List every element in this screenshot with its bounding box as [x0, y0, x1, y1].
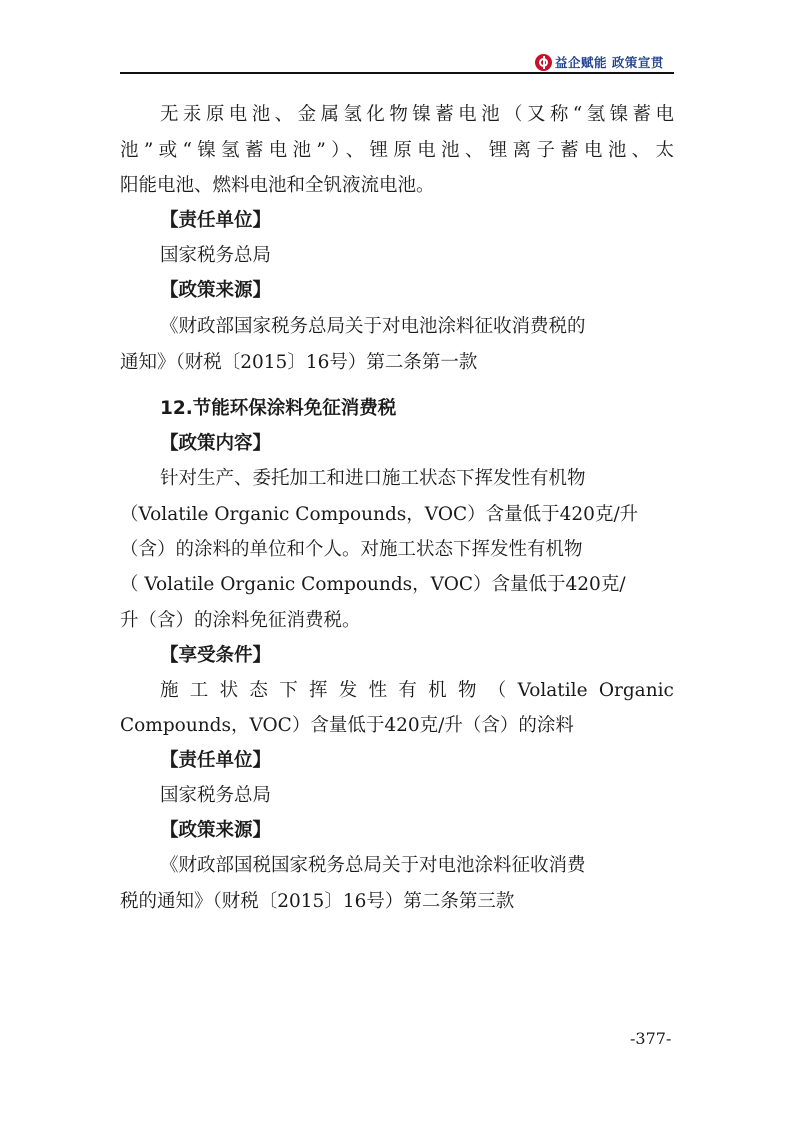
paragraph-line: 税的通知》（财税〔2015〕16号）第二条第三款 — [120, 891, 515, 912]
section-heading: 【政策来源】 — [160, 280, 272, 301]
paragraph-line: 国家税务总局 — [160, 245, 272, 266]
paragraph-line: 阳能电池、燃料电池和全钒液流电池。 — [120, 175, 435, 196]
paragraph-line: （Volatile Organic Compounds，VOC）含量低于420克/升 — [120, 504, 639, 525]
word: Volatile — [517, 680, 588, 701]
paragraph-line: 通知》（财税〔2015〕16号）第二条第一款 — [120, 352, 478, 373]
word: 下 — [279, 680, 298, 701]
section-heading: 【享受条件】 — [160, 645, 272, 666]
header-logo-text: 益企赋能 政策宣贯 — [555, 55, 664, 70]
section-heading: 【责任单位】 — [160, 750, 272, 771]
paragraph-line: 无汞原电池、金属氢化物镍蓄电池（又称“氢镍蓄电 — [160, 104, 679, 125]
paragraph-line: 升（含）的涂料免征消费税。 — [120, 610, 361, 631]
paragraph-line: 《财政部国税国家税务总局关于对电池涂料征收消费 — [160, 855, 586, 876]
word: 物 — [457, 680, 477, 701]
word: Organic — [598, 680, 674, 701]
word: 状 — [219, 680, 239, 701]
paragraph-line: 针对生产、委托加工和进口施工状态下挥发性有机物 — [160, 468, 586, 489]
paragraph-line: 《财政部国家税务总局关于对电池涂料征收消费税的 — [160, 316, 586, 337]
paragraph-line: （含）的涂料的单位和个人。对施工状态下挥发性有机物 — [120, 539, 583, 560]
section-heading: 【政策内容】 — [160, 433, 272, 454]
paragraph-line: （ Volatile Organic Compounds，VOC）含量低于420克/ — [120, 574, 626, 595]
word: 挥 — [308, 680, 328, 701]
header-logo — [535, 52, 664, 72]
company-logo-icon — [535, 54, 552, 71]
word: 态 — [249, 680, 268, 701]
policy-title: 12.节能环保涂料免征消费税 — [160, 398, 397, 419]
word: 施 — [160, 680, 179, 701]
page-number: -377- — [630, 1029, 672, 1048]
word: 工 — [189, 680, 209, 701]
paragraph-line-justified — [160, 682, 674, 701]
paragraph-line: Compounds，VOC）含量低于420克/升（含）的涂料 — [120, 715, 574, 736]
section-heading: 【政策来源】 — [160, 820, 272, 841]
word: 性 — [368, 680, 388, 701]
paragraph-line: 国家税务总局 — [160, 785, 272, 806]
paragraph-line: 池”或“镍氢蓄电池”）、锂原电池、锂离子蓄电池、太 — [120, 140, 680, 161]
header-divider — [120, 72, 674, 74]
word: 机 — [428, 680, 447, 701]
section-heading: 【责任单位】 — [160, 210, 272, 231]
word: 发 — [338, 680, 358, 701]
word: 有 — [398, 680, 417, 701]
word: （ — [487, 680, 507, 701]
